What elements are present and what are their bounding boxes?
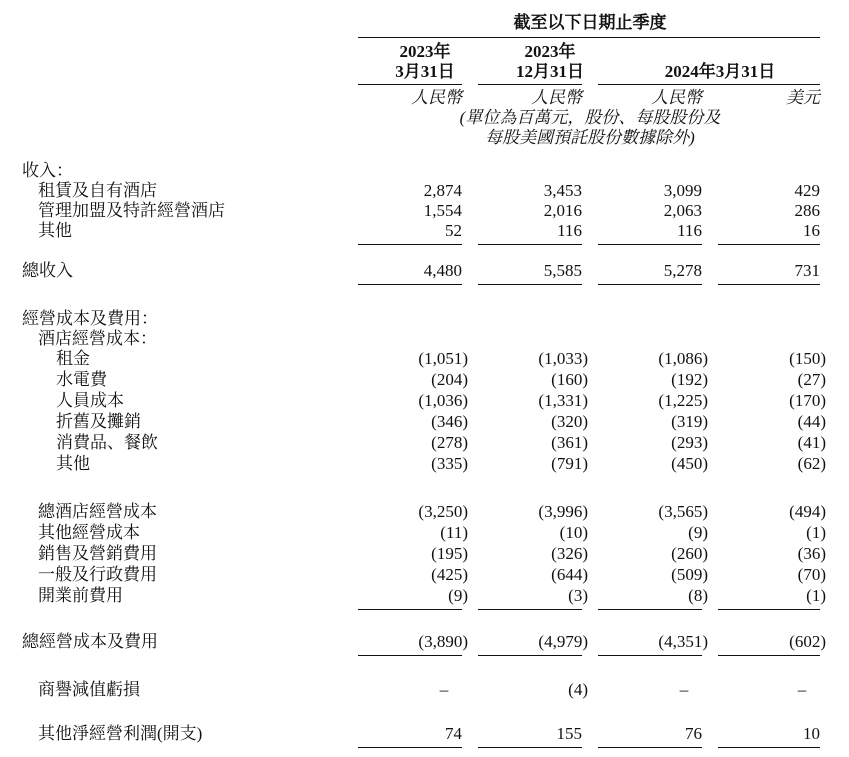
row-value: (425) <box>431 565 468 584</box>
row-label: 折舊及攤銷 <box>56 412 141 431</box>
row-value: 3,453 <box>543 181 582 200</box>
col2-date: 12月31日 <box>516 62 584 81</box>
row-value: 731 <box>794 261 820 280</box>
row-value: 116 <box>677 221 702 240</box>
row-value: 2,874 <box>423 181 462 200</box>
row-value: 429 <box>794 181 820 200</box>
row-value: (3,996) <box>538 502 588 521</box>
row-value: (1,331) <box>538 391 588 410</box>
row-value: 3,099 <box>663 181 702 200</box>
col2-header-rule <box>478 84 582 85</box>
row-value: 1,554 <box>423 201 462 220</box>
col3-date: 2024年3月31日 <box>664 62 776 81</box>
row-value: (509) <box>671 565 708 584</box>
row-value: (9) <box>688 523 708 542</box>
row-value: (494) <box>789 502 826 521</box>
subtotal-rule <box>358 284 462 285</box>
row-value: 4,480 <box>423 261 462 280</box>
row-label: 其他 <box>38 221 72 240</box>
row-value: 5,278 <box>663 261 702 280</box>
row-value: (204) <box>431 370 468 389</box>
row-label: 商譽減值虧損 <box>38 680 140 699</box>
subtotal-rule <box>718 284 820 285</box>
row-value: (278) <box>431 433 468 452</box>
row-value: – <box>439 680 449 699</box>
row-value: (4) <box>568 680 588 699</box>
row-value: (644) <box>551 565 588 584</box>
row-value: (41) <box>797 433 826 452</box>
row-value: (8) <box>688 586 708 605</box>
row-label: 管理加盟及特許經營酒店 <box>38 201 225 220</box>
row-value: (195) <box>431 544 468 563</box>
row-label: 總經營成本及費用 <box>22 632 158 651</box>
row-value: (1,036) <box>418 391 468 410</box>
subtotal-rule <box>358 655 462 656</box>
row-label: 其他經營成本 <box>38 523 140 542</box>
subtotal-rule <box>718 747 820 748</box>
row-label: 消費品、餐飲 <box>56 433 158 452</box>
row-value: – <box>679 680 689 699</box>
row-value: (150) <box>789 349 826 368</box>
subtotal-rule <box>478 284 582 285</box>
subtotal-rule <box>358 609 462 610</box>
row-value: (27) <box>797 370 826 389</box>
col1-date: 3月31日 <box>395 62 455 81</box>
row-value: (3,890) <box>418 632 468 651</box>
subtotal-rule <box>598 609 702 610</box>
row-value: (361) <box>551 433 588 452</box>
subtotal-rule <box>598 747 702 748</box>
row-value: (335) <box>431 454 468 473</box>
currency-rmb-3: 人民幣 <box>651 88 702 107</box>
row-value: (346) <box>431 412 468 431</box>
row-value: (3) <box>568 586 588 605</box>
row-value: (450) <box>671 454 708 473</box>
row-value: (319) <box>671 412 708 431</box>
currency-rmb-2: 人民幣 <box>531 88 582 107</box>
row-value: (9) <box>448 586 468 605</box>
subtotal-rule <box>598 244 702 245</box>
row-label: 開業前費用 <box>38 586 123 605</box>
row-value: (1) <box>806 523 826 542</box>
row-value: (62) <box>797 454 826 473</box>
row-value: 155 <box>556 724 582 743</box>
row-value: (260) <box>671 544 708 563</box>
row-value: (44) <box>797 412 826 431</box>
row-value: (791) <box>551 454 588 473</box>
row-label: 經營成本及費用： <box>22 309 158 328</box>
row-label: 總酒店經營成本 <box>38 502 157 521</box>
row-value: (192) <box>671 370 708 389</box>
period-title: 截至以下日期止季度 <box>513 13 667 32</box>
row-value: (1,086) <box>658 349 708 368</box>
row-value: (326) <box>551 544 588 563</box>
row-value: 2,063 <box>663 201 702 220</box>
col3-header-rule <box>598 84 820 85</box>
row-label: 人員成本 <box>56 391 124 410</box>
subtotal-rule <box>478 609 582 610</box>
row-label: 收入： <box>22 161 73 180</box>
subtotal-rule <box>718 244 820 245</box>
col2-year: 2023年 <box>524 42 576 61</box>
row-value: (602) <box>789 632 826 651</box>
row-value: (160) <box>551 370 588 389</box>
subtotal-rule <box>478 244 582 245</box>
subtotal-rule <box>598 284 702 285</box>
col1-year: 2023年 <box>399 42 451 61</box>
row-value: 16 <box>803 221 820 240</box>
row-label: 酒店經營成本： <box>38 329 157 348</box>
row-value: 52 <box>445 221 462 240</box>
row-value: (3,250) <box>418 502 468 521</box>
row-value: (4,351) <box>658 632 708 651</box>
subtotal-rule <box>358 244 462 245</box>
units-note-line2: 每股美國預託股份數據除外) <box>485 128 695 147</box>
row-value: 76 <box>685 724 702 743</box>
row-label: 租金 <box>56 349 90 368</box>
row-value: 2,016 <box>543 201 582 220</box>
row-label: 水電費 <box>56 370 107 389</box>
row-value: (1,033) <box>538 349 588 368</box>
row-value: (70) <box>797 565 826 584</box>
row-value: 74 <box>445 724 462 743</box>
row-value: 5,585 <box>543 261 582 280</box>
row-value: (11) <box>440 523 468 542</box>
row-label: 租賃及自有酒店 <box>38 181 157 200</box>
row-label: 銷售及營銷費用 <box>38 544 157 563</box>
row-value: 286 <box>794 201 820 220</box>
header-rule <box>358 37 820 38</box>
currency-usd: 美元 <box>786 88 820 107</box>
row-value: (1,225) <box>658 391 708 410</box>
row-value: (3,565) <box>658 502 708 521</box>
row-value: (293) <box>671 433 708 452</box>
row-value: (170) <box>789 391 826 410</box>
units-note-line1: (單位為百萬元，股份、每股股份及 <box>459 108 721 127</box>
row-value: 10 <box>803 724 820 743</box>
subtotal-rule <box>358 747 462 748</box>
row-label: 一般及行政費用 <box>38 565 157 584</box>
row-value: (1) <box>806 586 826 605</box>
subtotal-rule <box>718 655 820 656</box>
subtotal-rule <box>718 609 820 610</box>
currency-rmb-1: 人民幣 <box>411 88 462 107</box>
subtotal-rule <box>598 655 702 656</box>
row-label: 其他淨經營利潤(開支) <box>38 724 203 743</box>
row-label: 總收入 <box>22 261 73 280</box>
row-label: 其他 <box>56 454 90 473</box>
row-value: – <box>797 680 807 699</box>
subtotal-rule <box>478 655 582 656</box>
row-value: 116 <box>557 221 582 240</box>
row-value: (36) <box>797 544 826 563</box>
col1-header-rule <box>358 84 462 85</box>
subtotal-rule <box>478 747 582 748</box>
row-value: (320) <box>551 412 588 431</box>
row-value: (1,051) <box>418 349 468 368</box>
row-value: (4,979) <box>538 632 588 651</box>
row-value: (10) <box>559 523 588 542</box>
